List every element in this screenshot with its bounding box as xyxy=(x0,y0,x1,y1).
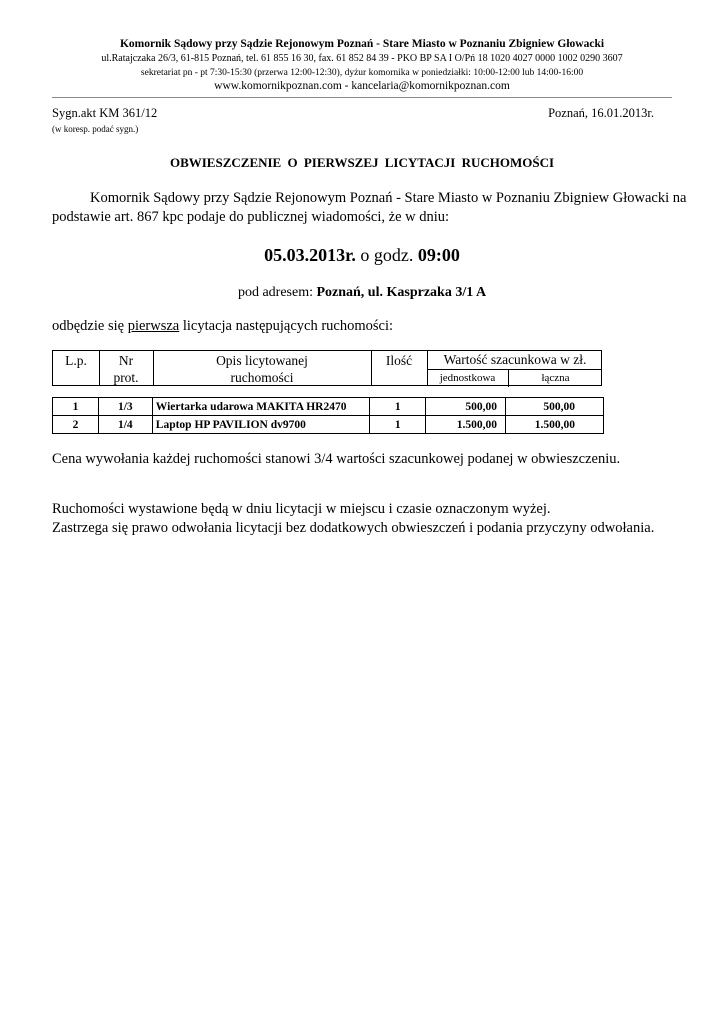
display-note: Ruchomości wystawione będą w dniu licytacji w miejscu i czasie oznaczonym wyżej. xyxy=(52,501,551,517)
row-opis: Laptop HP PAVILION dv9700 xyxy=(152,416,370,434)
header-ruchomosci: ruchomości xyxy=(230,370,294,385)
header-address-line: ul.Ratajczaka 26/3, 61-815 Poznań, tel. 61 855 16 30, fax. 61 852 84 39 - PKO BP SA I O/Pń 18 1020 4027 0000 1002 0290 3607 xyxy=(101,53,623,64)
intro-paragraph: Komornik Sądowy przy Sądzie Rejonowym Poznań - Stare Miasto w Poznaniu Zbigniew Głowacki na podstawie art. 867 kpc podaje do publicznej wiadomości, że w dniu: xyxy=(52,190,687,225)
auction-address-line xyxy=(0,285,724,301)
document-title: OBWIESZCZENIE O PIERWSZEJ LICYTACJI RUCHOMOŚCI xyxy=(169,155,555,170)
header-opis: Opis licytowanej xyxy=(216,353,308,368)
row-jednostkowa: 500,00 xyxy=(426,398,506,416)
row-ilosc: 1 xyxy=(370,416,426,434)
starting-price-note: Cena wywołania każdej ruchomości stanowi 3/4 wartości szacunkowej podanej w obwieszczeniu. xyxy=(52,451,621,467)
place-date: Poznań, 16.01.2013r. xyxy=(548,106,654,120)
auction-address: Poznań, ul. Kasprzaka 3/1 A xyxy=(316,285,487,300)
header-wartosc: Wartość szacunkowa w zł. xyxy=(443,352,587,367)
row-laczna: 500,00 xyxy=(506,398,604,416)
address-prefix: pod adresem: xyxy=(237,285,317,300)
header-lp: L.p. xyxy=(65,353,87,368)
row-lp: 2 xyxy=(53,416,99,434)
row-ilosc: 1 xyxy=(370,398,426,416)
auction-statement xyxy=(52,318,393,335)
table-row xyxy=(53,416,604,434)
statement-after: licytacja następujących ruchomości: xyxy=(179,318,394,334)
correspondence-note: (w koresp. podać sygn.) xyxy=(52,124,139,134)
header-jednostkowa: jednostkowa xyxy=(439,372,496,384)
row-lp: 1 xyxy=(53,398,99,416)
table-row xyxy=(53,398,604,416)
row-laczna: 1.500,00 xyxy=(506,416,604,434)
statement-underlined: pierwsza xyxy=(127,318,180,334)
items-table-header xyxy=(52,350,602,386)
header-prot: prot. xyxy=(113,370,139,385)
header-ilosc: Ilość xyxy=(385,353,413,368)
auction-datetime xyxy=(0,245,724,266)
case-signature: Sygn.akt KM 361/12 xyxy=(52,106,158,120)
header-divider xyxy=(52,97,672,98)
cancellation-note: Zastrzega się prawo odwołania licytacji bez dodatkowych obwieszczeń i podania przyczyny odwołania. xyxy=(52,520,655,536)
row-nr: 1/4 xyxy=(98,416,152,434)
statement-before: odbędzie się xyxy=(52,318,128,334)
auction-date: 05.03.2013r. xyxy=(264,245,356,265)
row-opis: Wiertarka udarowa MAKITA HR2470 xyxy=(152,398,370,416)
row-jednostkowa: 1.500,00 xyxy=(426,416,506,434)
header-nr: Nr xyxy=(118,353,134,368)
items-table xyxy=(52,397,604,434)
header-office-name: Komornik Sądowy przy Sądzie Rejonowym Poznań - Stare Miasto w Poznaniu Zbigniew Głowacki xyxy=(119,38,605,50)
auction-time-prefix: o godz. xyxy=(355,245,418,265)
header-hours-line: sekretariat pn - pt 7:30-15:30 (przerwa 12:00-12:30), dyżur komornika w poniedziałki: 10:00-12:00 lub 14:00-16:00 xyxy=(140,68,584,78)
auction-time: 09:00 xyxy=(417,245,460,265)
row-nr: 1/3 xyxy=(98,398,152,416)
header-laczna: łączna xyxy=(541,372,570,384)
header-contact-line: www.komornikpoznan.com - kancelaria@komornikpoznan.com xyxy=(214,80,510,92)
